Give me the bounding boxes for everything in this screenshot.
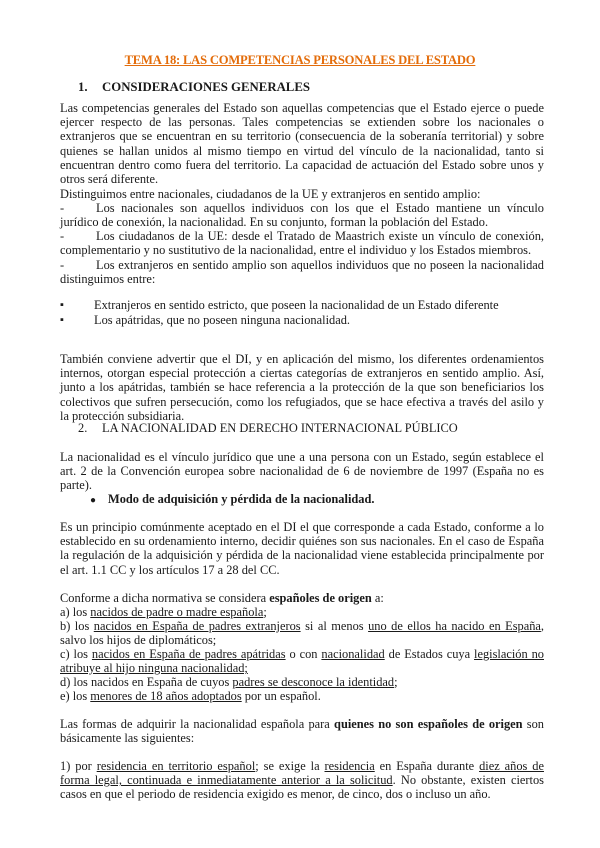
paragraph-residencia: [60, 759, 544, 802]
underlined-text: legislación no atribuye al hijo ninguna nacionalidad;: [60, 647, 544, 676]
text-run: Las formas de adquirir la nacionalidad española para: [60, 717, 335, 731]
list-origin-c: [60, 647, 544, 675]
dash-item-ciudadanos-ue: [60, 229, 544, 257]
document-title: TEMA 18: LAS COMPETENCIAS PERSONALES DEL ESTADO: [124, 53, 476, 67]
underlined-text: nacionalidad: [321, 647, 385, 661]
paragraph-proteccion: También conviene advertir que el DI, y en aplicación del mismo, los diferentes ordenamientos internos, otorgan especial protección a ciertas categorías de extranjeros en sentido amplio. Así, junto a los apátridas, también se hace referencia a la protección de la que son beneficiarios los colectivos que sufren persecución, como los refugiados, que se hace efectiva a través del asilo y la protección subsidiaria.: [60, 352, 544, 423]
underlined-text: nacidos en España de padres extranjeros: [93, 619, 301, 633]
text-run: b) los: [60, 619, 94, 633]
underlined-text: uno de ellos ha nacido en España: [368, 619, 541, 633]
section-1-number: 1.: [78, 80, 88, 94]
list-origin-e: [60, 689, 544, 703]
text-run: son básicamente las siguientes:: [60, 717, 544, 746]
bullet-item-text: Extranjeros en sentido estricto, que poseen la nacionalidad de un Estado diferente: [94, 298, 499, 312]
section-2-heading: [78, 421, 562, 435]
round-bullet-icon: ●: [90, 495, 97, 506]
dash-item-extranjeros: [60, 258, 544, 286]
text-run: d) los nacidos en España de cuyos: [60, 675, 233, 689]
text-run: a) los: [60, 605, 91, 619]
paragraph-nacionalidad-definicion: La nacionalidad es el vínculo jurídico que une a una persona con un Estado, según establece el art. 2 de la Convención europea sobre nacionalidad de 6 de noviembre de 1997 (España no es parte).: [60, 450, 544, 493]
underlined-text: nacidos en España de padres apátridas: [91, 647, 286, 661]
text-run: c) los: [60, 647, 92, 661]
text-run: si al menos: [300, 619, 369, 633]
text-run: . No obstante, existen ciertos casos en que el periodo de residencia exigido es menor, de cinco, dos o incluso un año.: [60, 773, 544, 802]
underlined-text: residencia: [324, 759, 375, 773]
bold-text: quienes no son españoles de origen: [334, 717, 523, 731]
text-run: en España durante: [374, 759, 480, 773]
subheading-modo-adquisicion: [90, 492, 574, 508]
bold-text: españoles de origen: [269, 591, 372, 605]
paragraph-principio: Es un principio comúnmente aceptado en el DI el que corresponde a cada Estado, conforme a lo establecido en su ordenamiento interno, decidir quiénes son sus nacionales. En el caso de España la regulación de la adquisición y pérdida de la nacionalidad viene establecida principalmente por el art. 1.1 CC y los artículos 17 a 28 del CC.: [60, 520, 544, 577]
paragraph-distinguimos: Distinguimos entre nacionales, ciudadanos de la UE y extranjeros en sentido amplio:: [60, 187, 481, 201]
dash-mark: -: [60, 201, 65, 215]
text-run: ; se exige la: [255, 759, 325, 773]
square-bullet-icon: ▪: [60, 314, 64, 326]
section-1-heading: [78, 80, 562, 94]
underlined-text: nacidos de padre o madre española: [90, 605, 264, 619]
paragraph-formas-adquirir: [60, 717, 544, 745]
paragraph-competencias: Las competencias generales del Estado son aquellas competencias que el Estado ejerce o puede ejercer respecto de las personas. Tales competencias se extienden sobre los nacionales o extranjeros que se encuentran en su territorio (consecuencia de la soberanía territorial) y sobre quienes se hallan unidos al mismo tiempo en virtud del vínculo de la nacionalidad, tanto si encuentran dentro como fuera del territorio. La capacidad de actuación del Estado sobre unos y otros será diferente.: [60, 101, 544, 187]
bullet-item-text: Los apátridas, que no poseen ninguna nacionalidad.: [94, 313, 350, 327]
list-origin-a: [60, 605, 544, 619]
text-run: de Estados cuya: [384, 647, 475, 661]
text-run: , salvo los hijos de diplomáticos;: [60, 619, 545, 648]
dash-item-text: Los nacionales son aquellos individuos con los que el Estado mantiene un vínculo jurídico de conexión, la nacionalidad. En su conjunto, forman la población del Estado.: [60, 201, 544, 230]
text-run: por un español.: [241, 689, 321, 703]
text-run: a:: [371, 591, 384, 605]
section-2-title: LA NACIONALIDAD EN DERECHO INTERNACIONAL PÚBLICO: [102, 421, 458, 435]
dash-mark: -: [60, 258, 65, 272]
section-1-title: CONSIDERACIONES GENERALES: [102, 80, 310, 94]
section-2-number: 2.: [78, 421, 88, 435]
underlined-text: menores de 18 años adoptados: [90, 689, 242, 703]
paragraph-conforme: [60, 591, 544, 605]
text-run: o con: [285, 647, 322, 661]
dash-mark: -: [60, 229, 65, 243]
dash-item-nacionales: [60, 201, 544, 229]
list-origin-d: [60, 675, 544, 689]
dash-item-text: Los ciudadanos de la UE: desde el Tratado de Maastrich existe un vínculo de conexión, complementario y no sustitutivo de la nacionalidad, entre el individuo y los Estados miembros.: [60, 229, 544, 258]
underlined-text: residencia en territorio español: [96, 759, 256, 773]
list-origin-b: [60, 619, 544, 647]
underlined-text: diez años de forma legal, continuada e inmediatamente anterior a la solicitud: [60, 759, 544, 788]
text-run: Conforme a dicha normativa se considera: [60, 591, 270, 605]
subheading-text: Modo de adquisición y pérdida de la nacionalidad.: [108, 492, 375, 506]
square-bullet-icon: ▪: [60, 299, 64, 311]
text-run: 1) por: [60, 759, 97, 773]
text-run: ;: [263, 605, 267, 619]
text-run: ;: [394, 675, 398, 689]
underlined-text: padres se desconoce la identidad: [232, 675, 395, 689]
dash-item-text: Los extranjeros en sentido amplio son aquellos individuos que no poseen la nacionalidad distinguimos entre:: [60, 258, 544, 287]
text-run: e) los: [60, 689, 91, 703]
